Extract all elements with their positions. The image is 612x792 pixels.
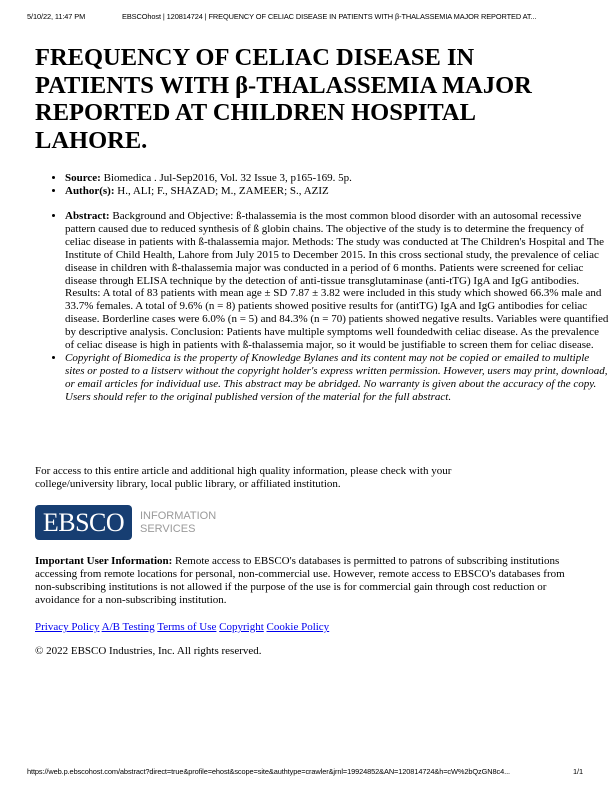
copyright-link[interactable]: Copyright [219, 621, 264, 633]
ab-testing-link[interactable]: A/B Testing [101, 621, 155, 633]
source-value: Biomedica . Jul-Sep2016, Vol. 32 Issue 3, p165-169. 5p. [103, 172, 352, 184]
important-label: Important User Information: [35, 555, 173, 567]
authors-value: H., ALI; F., SHAZAD; M., ZAMEER; S., AZIZ [117, 184, 329, 197]
copyright-line: © 2022 EBSCO Industries, Inc. All rights reserved. [35, 645, 262, 657]
important-text: Remote access to EBSCO's databases is permitted to patrons of subscribing institutions accessing from remote locations for personal, non-commercial use. However, remote access to EBSCO's databases from non-subscribing institutions is not allowed if the purpose of the use is for commercial gain through cost reduction or avoidance for a non-subscribing institution. [35, 555, 565, 606]
footer-links [35, 621, 580, 634]
privacy-policy-link[interactable]: Privacy Policy [35, 621, 100, 633]
source-item [65, 172, 610, 185]
abstract-text: Background and Objective: ß-thalassemia is the most common blood disorder with an autosomal recessive pattern caused due to reduced synthesis of ß globin chains. The objective of the study is to determine the frequency of celiac disease in patients with ß-thalassemia major. Methods: The study was conducted at The Children's Hospital and The Institute of Child Health, Lahore from July 2015 to December 2015. In this cross sectional study, the prevalence of celiac disease in children with ß-thalassemia major was conducted in a period of 6 months. Patients were screened for celiac disease through ELISA technique by the detection of anti-tissue transglutaminase (anti-tTG) IgA and IgG antibodies. Results: A total of 83 patients with mean age ± SD 7.87 ± 3.82 were included in this study which showed 66.3% male and 33.7% females. A total of 9.6% (n = 8) patients showed positive results for (antitTG) IgA and IgG antibodies for celiac disease. Borderline cases were 6.0% (n = 5) and 84.3% (n = 70) patients showed negative results. Variables were quantified by descriptive analysis. Conclusion: Patients have multiple symptoms well foundedwith celiac disease. As the prevalence of celiac disease is high in patients with ß-thalassemia major, so it would be justifiable to screen them for celiac disease. [65, 210, 609, 352]
print-url: https://web.p.ebscohost.com/abstract?direct=true&profile=ehost&scope=site&authtype=crawler&jrnl=19924852&AN=120814724&h=cW%2bQzGN8c4... [27, 767, 510, 776]
abstract-item [65, 210, 610, 352]
logo-brand: EBSCO [35, 505, 132, 540]
print-page-title: EBSCOhost | 120814724 | FREQUENCY OF CELIAC DISEASE IN PATIENTS WITH β-THALASSEMIA MAJOR REPORTED AT... [122, 12, 537, 21]
authors-item [65, 185, 610, 198]
logo-line2: SERVICES [140, 522, 196, 535]
print-datetime: 5/10/22, 11:47 PM [27, 12, 86, 21]
abstract-label: Abstract: [65, 210, 110, 222]
print-page-number: 1/1 [573, 767, 583, 776]
source-label: Source: [65, 172, 101, 184]
authors-label: Author(s): [65, 184, 115, 197]
important-info [35, 555, 580, 607]
ebsco-logo [35, 505, 216, 540]
abstract-list [35, 210, 610, 404]
terms-of-use-link[interactable]: Terms of Use [157, 621, 217, 633]
copyright-notice: • Copyright of Biomedica is the property of Knowledge Bylanes and its content may not be copied or emailed to multiple sites or posted to a listserv without the copyright holder's express written permission. However, users may print, download, or email articles for individual use. This abstract may be abridged. No warranty is given about the accuracy of the copy. Users should refer to the original published version of the material for the full abstract. [65, 352, 610, 404]
access-note: For access to this entire article and additional high quality information, please check with your college/university library, local public library, or affiliated institution. [35, 465, 452, 490]
cookie-policy-link[interactable]: Cookie Policy [266, 621, 330, 633]
article-title: FREQUENCY OF CELIAC DISEASE IN PATIENTS WITH β-THALASSEMIA MAJOR REPORTED AT CHILDREN HOSPITAL LAHORE. [35, 44, 532, 154]
logo-line1: INFORMATION [140, 509, 217, 522]
metadata-list [35, 172, 610, 198]
